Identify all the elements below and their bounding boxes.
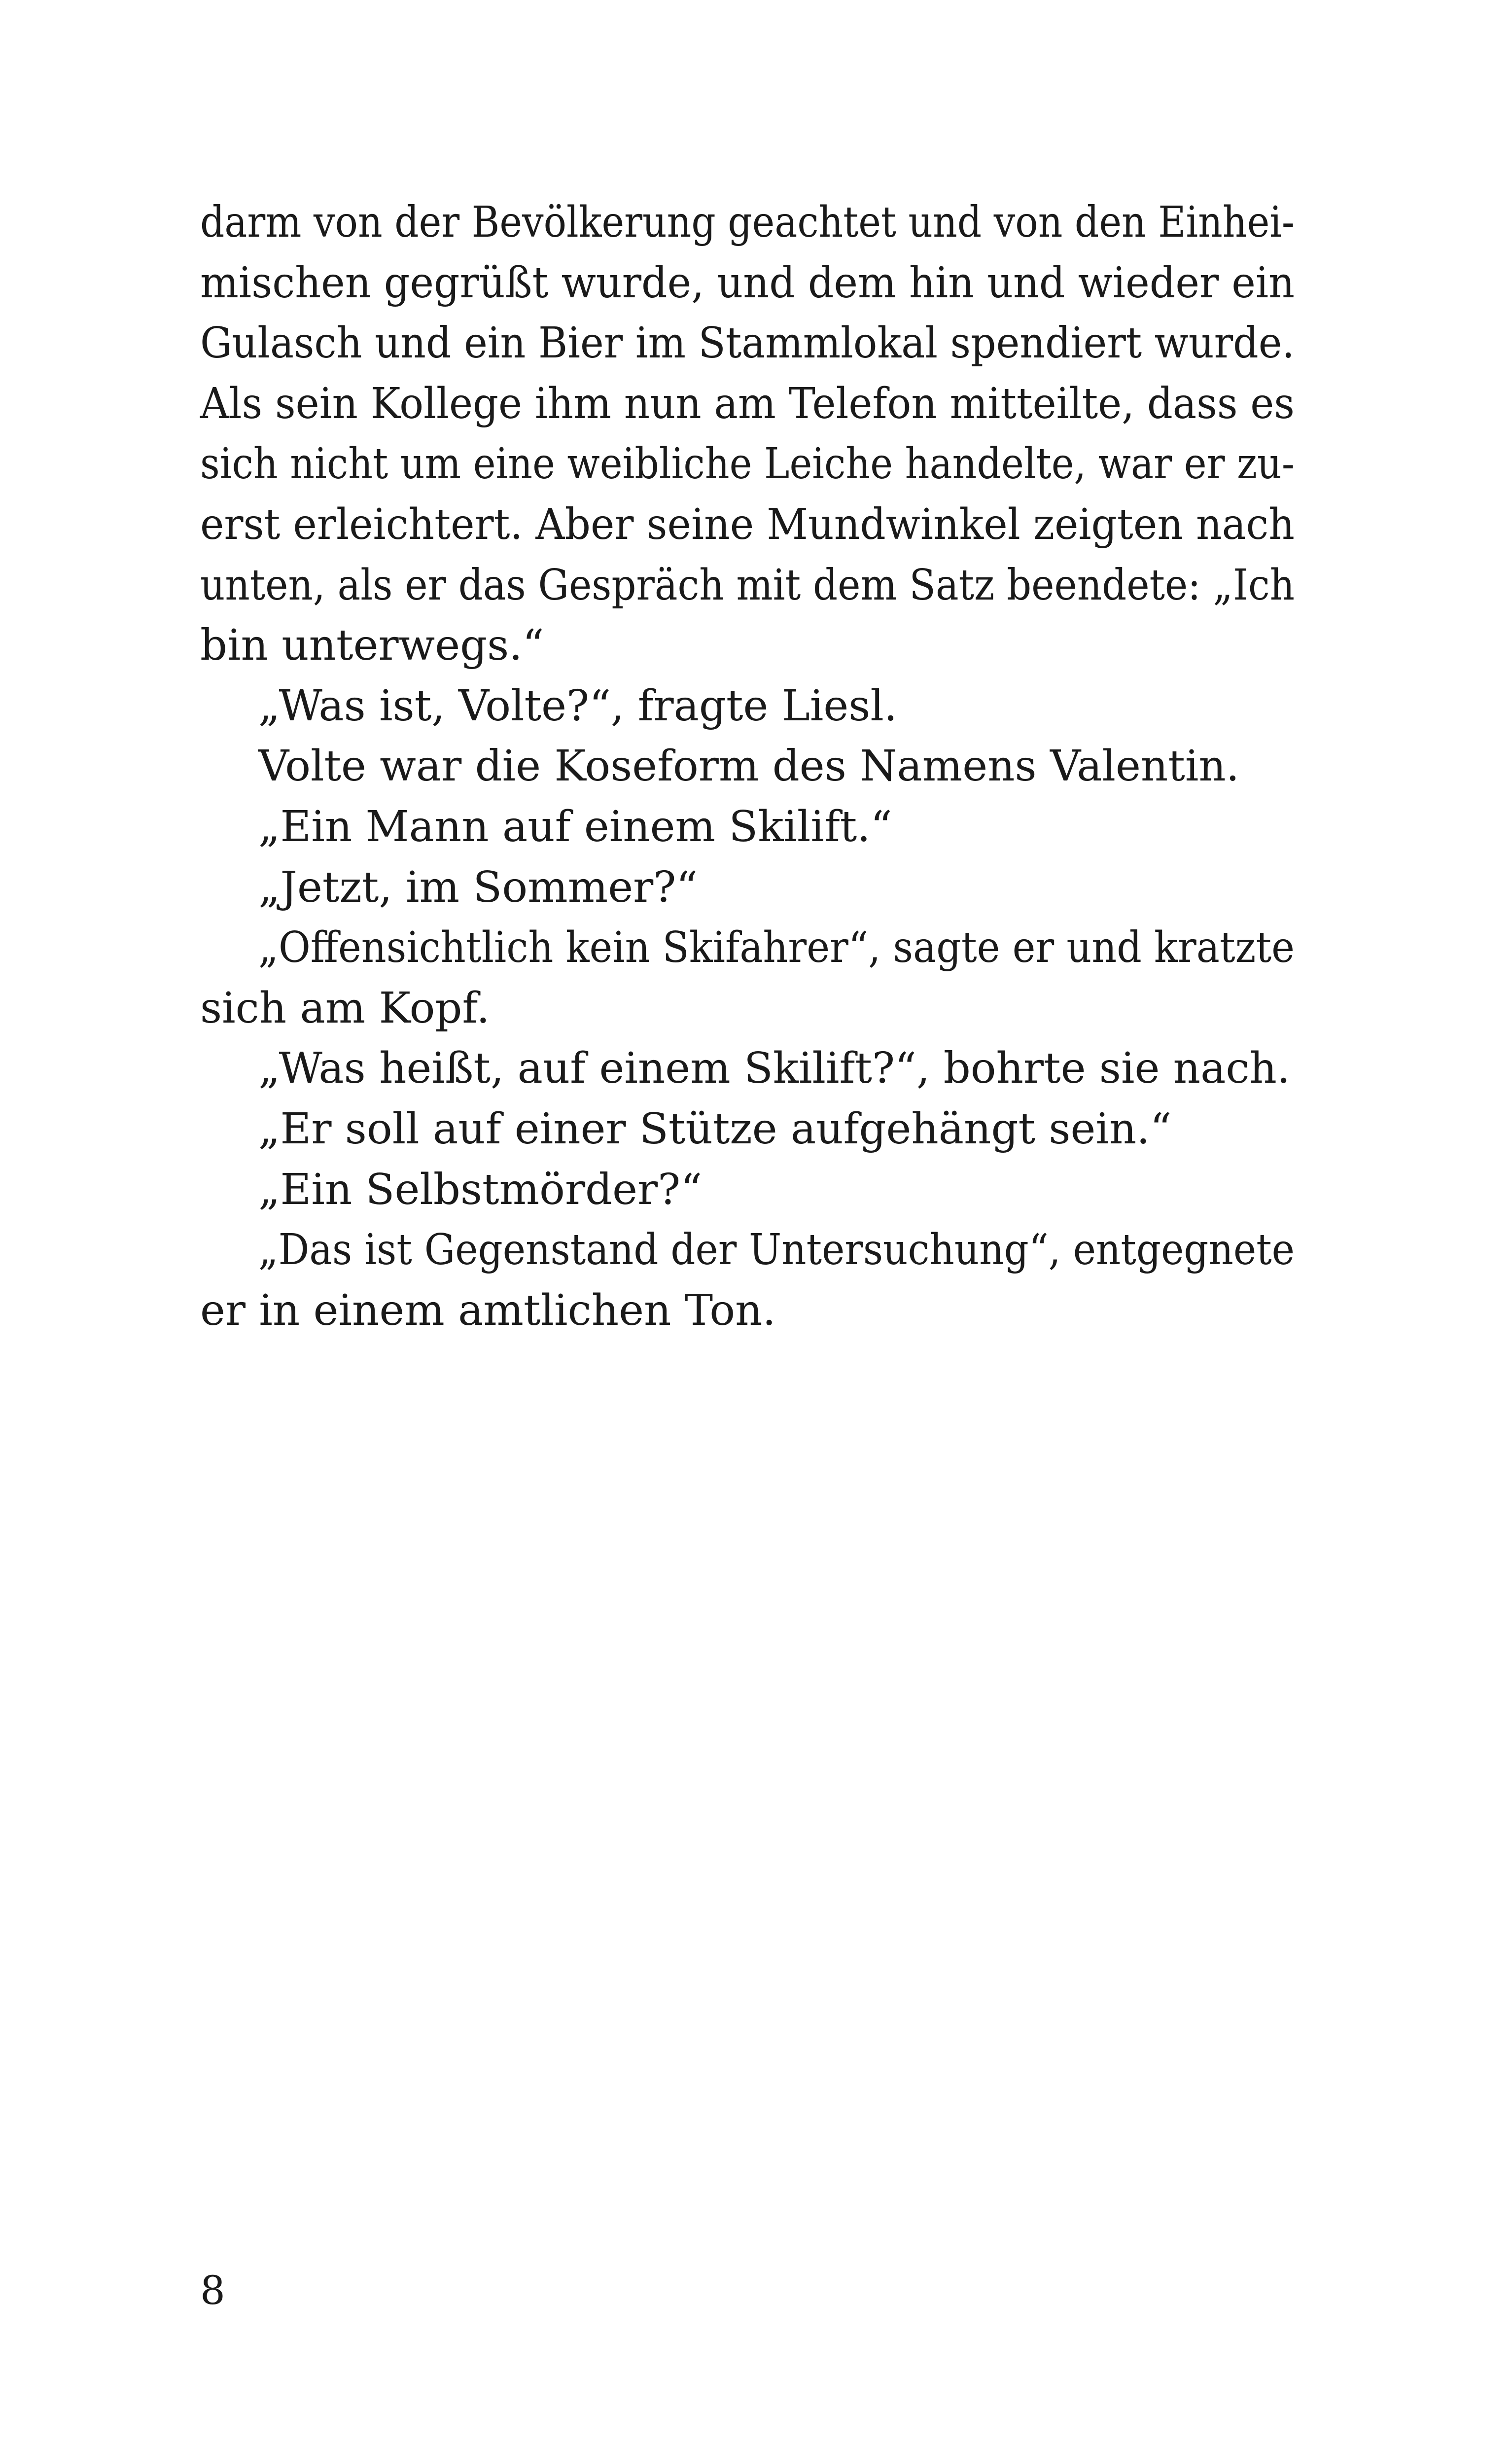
text-line [200, 1280, 1295, 1341]
text-line [200, 1160, 1295, 1220]
text-line [200, 797, 1295, 857]
body-text [200, 192, 1295, 1341]
page-number: 8 [200, 2268, 225, 2313]
text-line-content: bin unterwegs.“ [200, 621, 544, 671]
text-line-content: sich am Kopf. [200, 983, 490, 1033]
text-line-content: erst erleichtert. Aber seine Mundwinkel zeigten nach [200, 499, 1295, 549]
text-line-content: „Ein Selbstmörder?“ [258, 1165, 703, 1214]
text-line [200, 918, 1295, 978]
text-line [200, 434, 1295, 495]
text-line-content: „Jetzt, im Sommer?“ [258, 862, 698, 912]
text-line-content: er in einem amtlichen Ton. [200, 1285, 776, 1335]
text-line [200, 978, 1295, 1039]
text-line [200, 676, 1295, 737]
text-line [200, 857, 1295, 918]
text-line-content: unten, als er das Gespräch mit dem Satz beendete: „Ich [200, 560, 1295, 610]
text-line-content: mischen gegrüßt wurde, und dem hin und wieder ein [200, 258, 1295, 308]
text-line-content: Volte war die Koseform des Namens Valentin. [258, 742, 1240, 791]
text-line-content: „Das ist Gegenstand der Untersuchung“, entgegnete [258, 1225, 1295, 1275]
text-line-content: Gulasch und ein Bier im Stammlokal spendiert wurde. [200, 319, 1295, 368]
text-line-content: „Offensichtlich kein Skifahrer“, sagte er und kratzte [258, 923, 1295, 973]
text-line [200, 615, 1295, 676]
text-line [200, 1099, 1295, 1160]
text-line [200, 1038, 1295, 1099]
text-line-content: „Was heißt, auf einem Skilift?“, bohrte sie nach. [258, 1044, 1291, 1094]
text-line-content: „Ein Mann auf einem Skilift.“ [258, 802, 892, 851]
text-line-content: sich nicht um eine weibliche Leiche handelte, war er zu- [200, 439, 1295, 489]
text-line-content: „Er soll auf einer Stütze aufgehängt sein.“ [258, 1104, 1172, 1154]
text-line-content: Als sein Kollege ihm nun am Telefon mitteilte, dass es [200, 379, 1295, 428]
text-line [200, 374, 1295, 434]
text-line [200, 313, 1295, 374]
text-line [200, 192, 1295, 253]
text-line-content: darm von der Bevölkerung geachtet und von den Einhei- [200, 198, 1295, 247]
text-line-content: „Was ist, Volte?“, fragte Liesl. [258, 681, 898, 731]
text-line [200, 1220, 1295, 1280]
text-line [200, 736, 1295, 797]
text-line [200, 495, 1295, 555]
text-line [200, 253, 1295, 314]
text-line [200, 555, 1295, 616]
